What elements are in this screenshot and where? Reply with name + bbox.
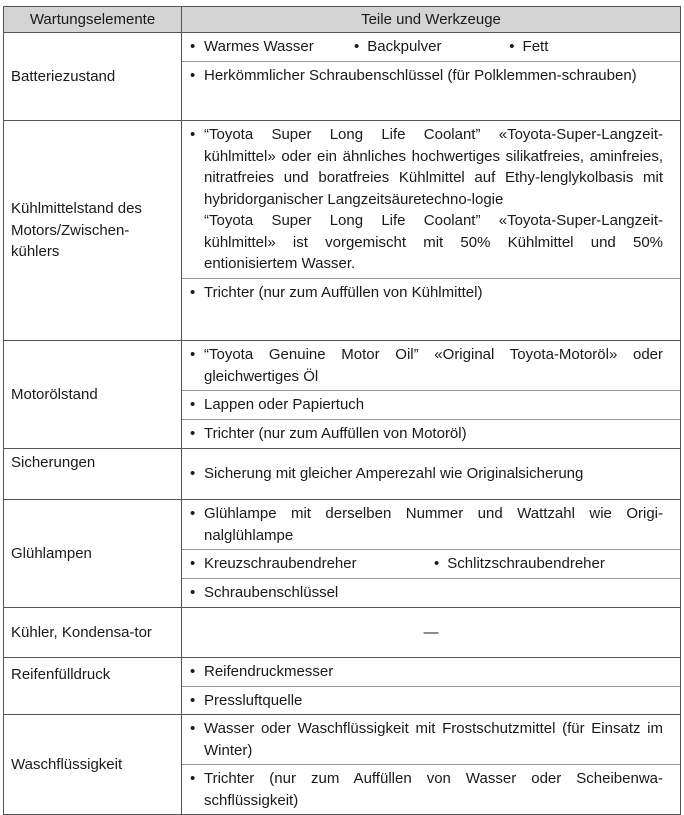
list-item [182, 764, 680, 814]
table-row [4, 449, 681, 500]
row-items [182, 658, 681, 715]
table-row [4, 121, 681, 341]
list-item [182, 460, 680, 488]
item-text: Pressluftquelle [204, 691, 303, 709]
bullet-icon: • [434, 555, 440, 572]
header-parts-tools: Teile und Werkzeuge [182, 7, 681, 33]
bullet-icon: • [190, 38, 196, 55]
list-item [182, 549, 680, 578]
table-row [4, 341, 681, 449]
list-item [182, 419, 680, 448]
row-items [182, 33, 681, 121]
list-item [182, 61, 680, 90]
row-label: Waschflüssigkeit [4, 715, 182, 815]
bullet-icon: • [190, 555, 196, 572]
item-part: Warmes Wasser [204, 38, 314, 55]
bullet-icon: • [509, 38, 515, 55]
table-header-row [4, 7, 681, 33]
list-item [182, 390, 680, 419]
bullet-icon: • [190, 66, 196, 84]
row-label: Motorölstand [4, 341, 182, 449]
item-text: “Toyota Genuine Motor Oil” «Original Toyota-Motoröl» oder gleichwertiges Öl [204, 346, 663, 385]
bullet-icon: • [190, 126, 196, 143]
bullet-icon: • [190, 770, 196, 787]
row-label: Kühlmittelstand des Motors/Zwischen-kühlers [4, 121, 182, 341]
row-items [182, 500, 681, 608]
bullet-icon: • [190, 691, 196, 709]
empty-dash: — [423, 623, 439, 641]
bullet-icon: • [190, 346, 196, 363]
maintenance-table [3, 6, 681, 815]
bullet-icon: • [190, 663, 196, 680]
item-text: Lappen oder Papiertuch [204, 396, 365, 413]
table-row [4, 658, 681, 715]
bullet-icon: • [354, 38, 360, 55]
row-items [182, 121, 681, 341]
bullet-icon: • [190, 396, 196, 413]
row-label: Reifenfülldruck [4, 658, 182, 715]
bullet-icon: • [190, 465, 196, 483]
row-label: Sicherungen [4, 449, 182, 500]
item-part: Schlitzschraubendreher [447, 555, 605, 572]
header-maintenance-element: Wartungselemente [4, 7, 182, 33]
item-text: Wasser oder Waschflüssigkeit mit Frostschutzmittel (für Einsatz im Winter) [204, 720, 663, 759]
bullet-icon: • [190, 720, 196, 737]
item-text: Reifendruckmesser [204, 663, 334, 680]
item-text: Trichter (nur zum Auffüllen von Kühlmittel) [204, 283, 483, 301]
list-item [182, 578, 680, 607]
list-item [182, 500, 680, 549]
item-part: Backpulver [367, 38, 442, 55]
item-text: Sicherung mit gleicher Amperezahl wie Originalsicherung [204, 465, 584, 483]
item-text: “Toyota Super Long Life Coolant” «Toyota-Super-Langzeit-kühlmittel» oder ein ähnliches hochwertiges silikatfreies, aminfreies, nitratfreies und boratfreies Kühlmittel auf Ethy-lenglykolbasis mit hybridorganischer Langzeitsäuretechno-logie [204, 126, 663, 208]
list-item [182, 278, 680, 307]
bullet-icon: • [190, 505, 196, 522]
item-text: Herkömmlicher Schraubenschlüssel (für Polklemmen-schrauben) [204, 66, 637, 84]
row-label: Batteriezustand [4, 33, 182, 121]
item-part: Fett [522, 38, 549, 55]
row-label: Glühlampen [4, 500, 182, 608]
item-text: Schraubenschlüssel [204, 583, 339, 601]
list-item [182, 658, 680, 686]
table-row [4, 715, 681, 815]
list-item [182, 341, 680, 390]
item-text: Glühlampe mit derselben Nummer und Wattzahl wie Origi-nalglühlampe [204, 505, 663, 544]
item-text: Trichter (nur zum Auffüllen von Wasser oder Scheibenwa-schflüssigkeit) [204, 770, 663, 809]
bullet-icon: • [190, 583, 196, 601]
item-note: “Toyota Super Long Life Coolant” «Toyota-Super-Langzeit-kühlmittel» ist vorgemischt mit 50% Kühlmittel und 50% entionisiertem Wasser. [204, 212, 663, 272]
table-row [4, 33, 681, 121]
list-item [182, 715, 680, 764]
item-part: Kreuzschraubendreher [204, 555, 357, 572]
list-item [182, 121, 680, 278]
bullet-icon: • [190, 424, 196, 442]
item-text: Trichter (nur zum Auffüllen von Motoröl) [204, 424, 467, 442]
list-item [182, 33, 680, 61]
list-item [182, 686, 680, 715]
bullet-icon: • [190, 283, 196, 301]
row-items [182, 449, 681, 500]
row-items [182, 715, 681, 815]
row-items [182, 341, 681, 449]
row-label: Kühler, Kondensa-tor [4, 608, 182, 658]
row-items [182, 608, 681, 658]
table-row [4, 608, 681, 658]
table-row [4, 500, 681, 608]
